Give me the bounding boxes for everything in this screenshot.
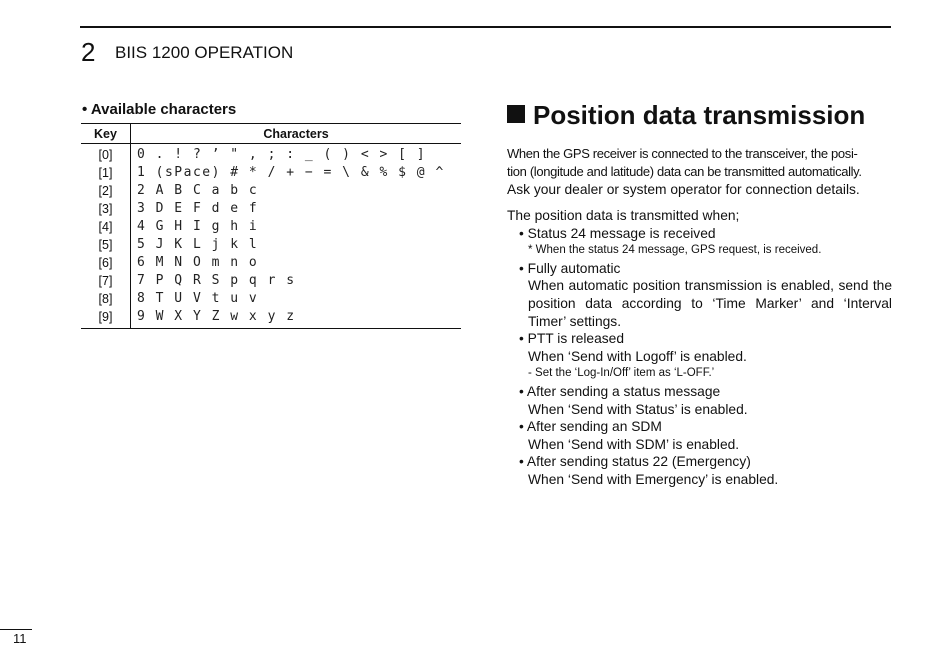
table-row [81,236,461,254]
transmission-conditions [507,207,892,489]
key-cell: [2] [81,182,131,200]
condition-detail: When ‘Send with Logoff’ is enabled. [528,348,747,364]
chapter-number: 2 [81,37,96,67]
key-cell: [1] [81,164,131,182]
key-cell: [7] [81,272,131,290]
condition-item: • After sending status 22 (Emergency) [519,454,751,470]
condition-note: - Set the ‘Log-In/Off’ item as ‘L-OFF.’ [528,367,715,380]
key-cell: [9] [81,308,131,329]
intro-paragraph [507,145,892,199]
column-header-characters: Characters [131,124,462,144]
characters-cell: 2 A B C a b c [137,183,259,198]
section-heading [507,99,865,131]
table-row [81,290,461,308]
header-rule [80,26,891,28]
table-row [81,164,461,182]
condition-detail: When ‘Send with Status’ is enabled. [528,401,748,417]
key-cell: [0] [81,144,131,165]
characters-cell: 5 J K L j k l [137,237,259,252]
characters-cell: 1 (sPace) # * / + − = \ & % $ @ ^ [137,165,445,180]
key-cell: [3] [81,200,131,218]
table-header-row [81,124,461,144]
condition-detail: When automatic position transmission is enabled, send the position data according to ‘Time Marker’ and ‘Interval [528,278,892,311]
page-number: 11 [13,631,27,646]
key-cell: [4] [81,218,131,236]
characters-cell: 6 M N O m n o [137,255,259,270]
key-cell: [8] [81,290,131,308]
chapter-title: BIIS 1200 OPERATION [115,43,294,62]
table-row [81,218,461,236]
table-row [81,182,461,200]
characters-cell: 7 P Q R S p q r s [137,273,296,288]
characters-table [81,123,461,329]
table-row [81,144,461,165]
condition-detail: Timer’ settings. [528,313,622,329]
square-bullet-icon [507,105,525,123]
table-row [81,272,461,290]
characters-cell: 9 W X Y Z w x y z [131,308,462,329]
intro-line: Ask your dealer or system operator for connection details. [507,182,860,197]
table-row [81,254,461,272]
condition-item: • After sending an SDM [519,419,662,435]
condition-detail: When ‘Send with SDM’ is enabled. [528,436,740,452]
condition-detail: When ‘Send with Emergency’ is enabled. [528,471,779,487]
intro-line: tion (longitude and latitude) data can be transmitted automatically. [507,164,862,179]
key-cell: [6] [81,254,131,272]
characters-cell: 8 T U V t u v [137,291,259,306]
table-row [81,200,461,218]
characters-cell: 0 . ! ? ’ " , ; : _ ( ) < > [ ] [137,147,427,162]
condition-item: • PTT is released [519,331,625,347]
characters-cell: 4 G H I g h i [137,219,259,234]
conditions-lead: The position data is transmitted when; [507,208,740,223]
characters-cell: 3 D E F d e f [137,201,259,216]
intro-line: When the GPS receiver is connected to the transceiver, the posi- [507,146,858,161]
section-title: Position data transmission [533,100,866,130]
column-header-key: Key [81,124,131,144]
key-cell: [5] [81,236,131,254]
condition-item: • After sending a status message [519,383,721,399]
condition-item: • Status 24 message is received [519,225,716,241]
available-characters-heading: • Available characters [82,101,237,118]
condition-note: * When the status 24 message, GPS request, is received. [528,244,822,257]
condition-item: • Fully automatic [519,260,621,276]
footer-rule [0,629,32,630]
table-row [81,308,461,329]
